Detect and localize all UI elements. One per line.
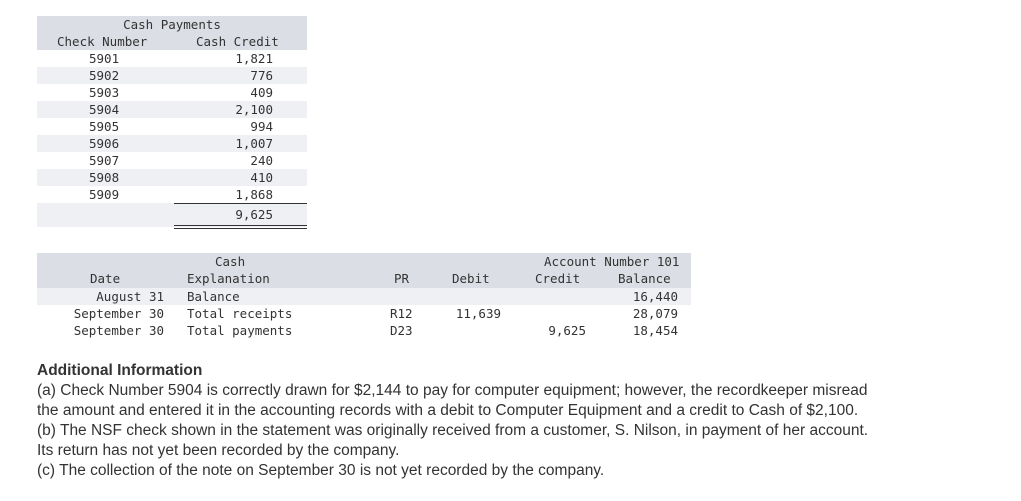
cash-credit: 776 xyxy=(250,68,273,83)
info-line: (b) The NSF check shown in the statement was originally received from a customer, S. Nilson, in payment of her account. xyxy=(37,422,869,439)
check-number: 5902 xyxy=(89,68,120,83)
cash-credit: 410 xyxy=(250,170,273,185)
cash-credit-total: 9,625 xyxy=(235,207,273,222)
additional-information xyxy=(37,361,1012,481)
check-number: 5901 xyxy=(89,51,120,66)
ledger-date: August 31 xyxy=(96,289,164,304)
account-number: Account Number 101 xyxy=(544,254,680,269)
cash-credit: 1,007 xyxy=(235,136,273,151)
table-row xyxy=(37,322,691,339)
check-number: 5906 xyxy=(89,136,120,151)
ledger-credit: 9,625 xyxy=(548,323,586,338)
ledger-explanation: Total receipts xyxy=(187,306,293,321)
cash-credit: 240 xyxy=(250,153,273,168)
date-header: Date xyxy=(90,271,121,286)
check-number-header: Check Number xyxy=(57,34,148,49)
ledger-debit: 11,639 xyxy=(455,306,501,321)
cash-credit: 2,100 xyxy=(235,102,273,117)
double-rule xyxy=(174,225,307,229)
table-row xyxy=(37,67,307,84)
credit-header: Credit xyxy=(535,271,581,286)
pr-header: PR xyxy=(394,271,410,286)
cash-ledger xyxy=(37,253,691,339)
explanation-header: Explanation xyxy=(187,271,270,286)
ledger-explanation: Total payments xyxy=(187,323,293,338)
table-row xyxy=(37,84,307,101)
table-row xyxy=(37,118,307,135)
check-number: 5905 xyxy=(89,119,120,134)
info-line: (c) The collection of the note on September 30 is not yet recorded by the company. xyxy=(37,462,605,479)
total-row xyxy=(37,203,307,227)
check-number: 5903 xyxy=(89,85,120,100)
info-line: Its return has not yet been recorded by the company. xyxy=(37,442,400,459)
ledger-title: Cash xyxy=(215,254,246,269)
additional-info-heading: Additional Information xyxy=(37,362,203,379)
cash-payments-title: Cash Payments xyxy=(123,17,221,32)
ledger-balance: 16,440 xyxy=(632,289,678,304)
cash-credit: 1,868 xyxy=(235,187,273,202)
table-row xyxy=(37,169,307,186)
ledger-pr: R12 xyxy=(390,306,413,321)
check-number: 5904 xyxy=(89,102,120,117)
ledger-date: September 30 xyxy=(73,306,164,321)
check-number: 5907 xyxy=(89,153,120,168)
table-row xyxy=(37,305,691,322)
ledger-balance: 28,079 xyxy=(632,306,678,321)
ledger-pr: D23 xyxy=(390,323,413,338)
cash-payments-header xyxy=(37,16,307,50)
balance-header: Balance xyxy=(618,271,671,286)
debit-header: Debit xyxy=(452,271,490,286)
table-row xyxy=(37,135,307,152)
table-row xyxy=(37,288,691,305)
table-row xyxy=(37,152,307,169)
info-line: (a) Check Number 5904 is correctly drawn for $2,144 to pay for computer equipment; however, the recordkeeper misread xyxy=(37,382,868,399)
cash-credit: 409 xyxy=(250,85,273,100)
info-line: the amount and entered it in the accounting records with a debit to Computer Equipment and a credit to Cash of $2,100. xyxy=(37,402,859,419)
ledger-header xyxy=(37,253,691,288)
table-row xyxy=(37,101,307,118)
table-row xyxy=(37,50,307,67)
table-row xyxy=(37,186,307,203)
cash-credit: 994 xyxy=(250,119,273,134)
check-number: 5908 xyxy=(89,170,120,185)
ledger-explanation: Balance xyxy=(187,289,240,304)
cash-credit: 1,821 xyxy=(235,51,273,66)
check-number: 5909 xyxy=(89,187,120,202)
cash-payments-table xyxy=(37,16,307,227)
ledger-balance: 18,454 xyxy=(632,323,678,338)
ledger-date: September 30 xyxy=(73,323,164,338)
cash-credit-header: Cash Credit xyxy=(196,34,279,49)
